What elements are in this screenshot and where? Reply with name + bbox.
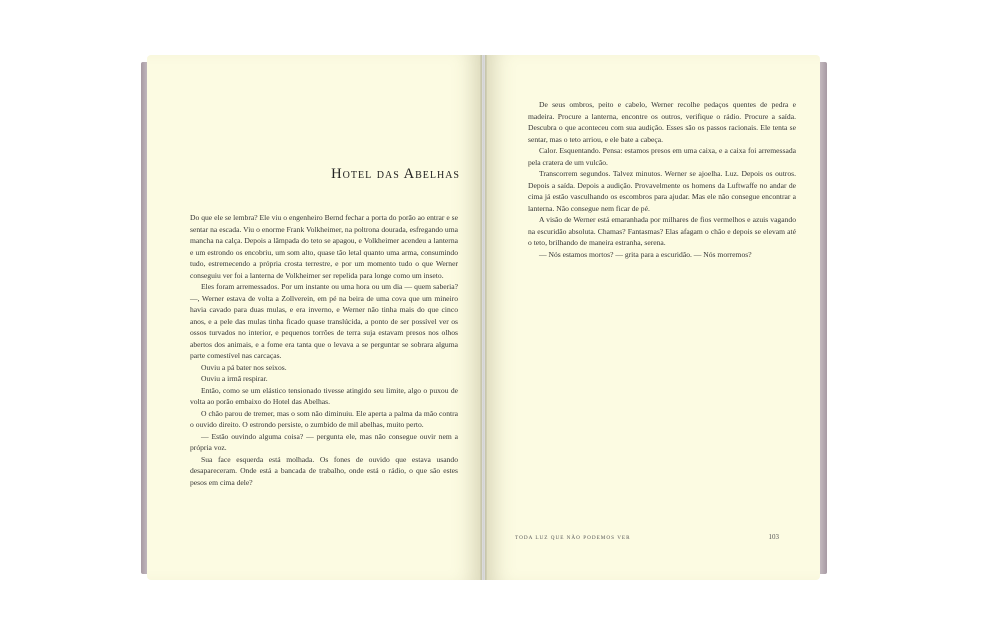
left-page-text bbox=[190, 212, 458, 488]
paragraph: — Estão ouvindo alguma coisa? — pergunta ele, mas não consegue ouvir nem a própria voz. bbox=[190, 431, 458, 452]
running-title: TODA LUZ QUE NÃO PODEMOS VER bbox=[515, 535, 631, 541]
paragraph: Calor. Esquentando. Pensa: estamos presos em uma caixa, e a caixa foi arremessada pela cratera de um vulcão. bbox=[528, 146, 796, 167]
paragraph: A visão de Werner está emaranhada por milhares de fios vermelhos e azuis vagando na escuridão absoluta. Chamas? Fantasmas? Elas afagam o chão e depois se elevam até o teto, brilhando de maneira estranha, serena. bbox=[528, 215, 796, 247]
paragraph: Eles foram arremessados. Por um instante ou uma hora ou um dia — quem saberia? —, Werner estava de volta a Zollverein, em pé na beira de uma cova que um mineiro havia cavado para duas mulas, e era inverno, e Werner não tinha mais do que cinco anos, e a pele das mulas tinha ficado quase translúcida, a ponto de ser possível ver os ossos turvados no interior, e pequenos torrões de terra suja estavam presos nos olhos abertos dos animais, e a fome era tanta que o levava a se perguntar se sobrara alguma parte comestível nas carcaças. bbox=[190, 282, 458, 360]
right-page-text bbox=[528, 99, 796, 260]
left-page bbox=[147, 55, 482, 580]
page-number: 103 bbox=[768, 533, 779, 541]
paragraph: O chão parou de tremer, mas o som não diminuiu. Ele aperta a palma da mão contra o ouvido direito. O estrondo persiste, o zumbido de mil abelhas, muito perto. bbox=[190, 408, 458, 429]
chapter-title: Hotel das Abelhas bbox=[331, 166, 460, 182]
right-page bbox=[485, 55, 820, 580]
paragraph: Do que ele se lembra? Ele viu o engenheiro Bernd fechar a porta do porão ao entrar e se sentar na escada. Viu o enorme Frank Volkheimer, na poltrona dourada, esfregando uma mancha na calça. Depois a lâmpada do teto se apagou, e Volkheimer acendeu a lanterna e um estrondo os encobriu, um som alto, quase tão letal quanto uma arma, consumindo tudo, estremecendo a própria crosta terrestre, e por um momento tudo o que Werner conseguiu ver foi a lanterna de Volkheimer ser repelida para longe como um inseto. bbox=[190, 213, 458, 280]
paragraph: Transcorrem segundos. Talvez minutos. Werner se ajoelha. Luz. Depois os outros. Depois a saída. Depois a audição. Provavelmente os homens da Luftwaffe no andar de cima já estão vasculhando os escombros para ajudar. Mas ele não consegue encontrar a lanterna. Não consegue nem ficar de pé. bbox=[528, 169, 796, 213]
paragraph: Ouviu a pá bater nos seixos. bbox=[201, 362, 287, 372]
paragraph: De seus ombros, peito e cabelo, Werner recolhe pedaços quentes de pedra e madeira. Procure a lanterna, encontre os outros, verifique o rádio. Procure a saída. Descubra o que aconteceu com sua audição. Esses são os passos racionais. Ele tenta se sentar, mas o teto arriou, e ele bate a cabeça. bbox=[528, 100, 796, 144]
paragraph: Sua face esquerda está molhada. Os fones de ouvido que estava usando desapareceram. Onde está a bancada de trabalho, onde está o rádio, o que são estes pesos em cima dele? bbox=[190, 454, 458, 487]
book-gutter bbox=[480, 55, 487, 580]
paragraph: Então, como se um elástico tensionado tivesse atingido seu limite, algo o puxou de volta ao porão embaixo do Hotel das Abelhas. bbox=[190, 385, 458, 406]
paragraph: Ouviu a irmã respirar. bbox=[201, 374, 268, 383]
paragraph: — Nós estamos mortos? — grita para a escuridão. — Nós morremos? bbox=[539, 249, 752, 259]
